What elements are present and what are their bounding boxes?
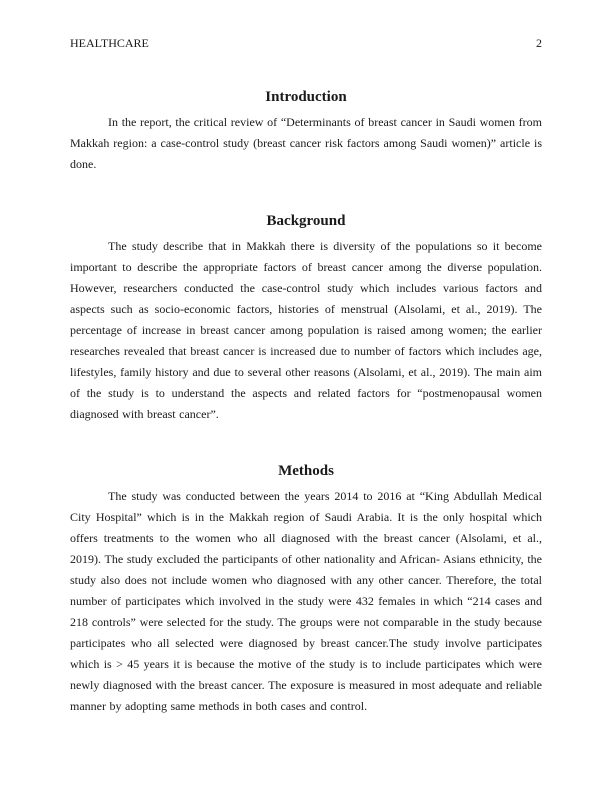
running-header — [70, 36, 542, 51]
section-heading: Background — [266, 213, 346, 229]
section-introduction — [70, 88, 542, 175]
paragraph: The study describe that in Makkah there is diversity of the populations so it become important to describe the appropriate factors of breast cancer among the diverse population. However, researchers conducted the case-control study which includes various factors and aspects such as socio-economic factors, histories of menstrual (Alsolami, et al., 2019). The percentage of increase in breast cancer among population is raised among women; the earlier researches revealed that breast cancer is increased due to number of factors which includes age, lifestyles, family history and due to several other reasons (Alsolami, et al., 2019). The main aim of the study is to understand the aspects and related factors for “postmenopausal women diagnosed with breast cancer”. — [70, 239, 542, 421]
section-methods — [70, 462, 542, 717]
section-background — [70, 212, 542, 425]
section-heading: Methods — [278, 463, 334, 479]
running-head-text: HEALTHCARE — [70, 36, 149, 50]
section-heading: Introduction — [265, 89, 347, 105]
paragraph: In the report, the critical review of “Determinants of breast cancer in Saudi women from Makkah region: a case-control study (breast cancer risk factors among Saudi women)” article is done. — [70, 115, 542, 171]
paragraph: The study was conducted between the years 2014 to 2016 at “King Abdullah Medical City Hospital” which is in the Makkah region of Saudi Arabia. It is the only hospital which offers treatments to the women who all diagnosed with the breast cancer (Alsolami, et al., 2019). The study excluded the participants of other nationality and African- Asians ethnicity, the study also does not include women who diagnosed with any other cancer. Therefore, the total number of participates which involved in the study were 432 females in which “214 cases and 218 controls” were selected for the study. The groups were not comparable in the study because participates who all selected were diagnosed by breast cancer.The study involve participates which is > 45 years it is because the motive of the study is to include participates which were newly diagnosed with the breast cancer. The exposure is measured in most adequate and reliable manner by adopting same methods in both cases and control. — [70, 489, 542, 713]
page-number: 2 — [536, 36, 542, 50]
